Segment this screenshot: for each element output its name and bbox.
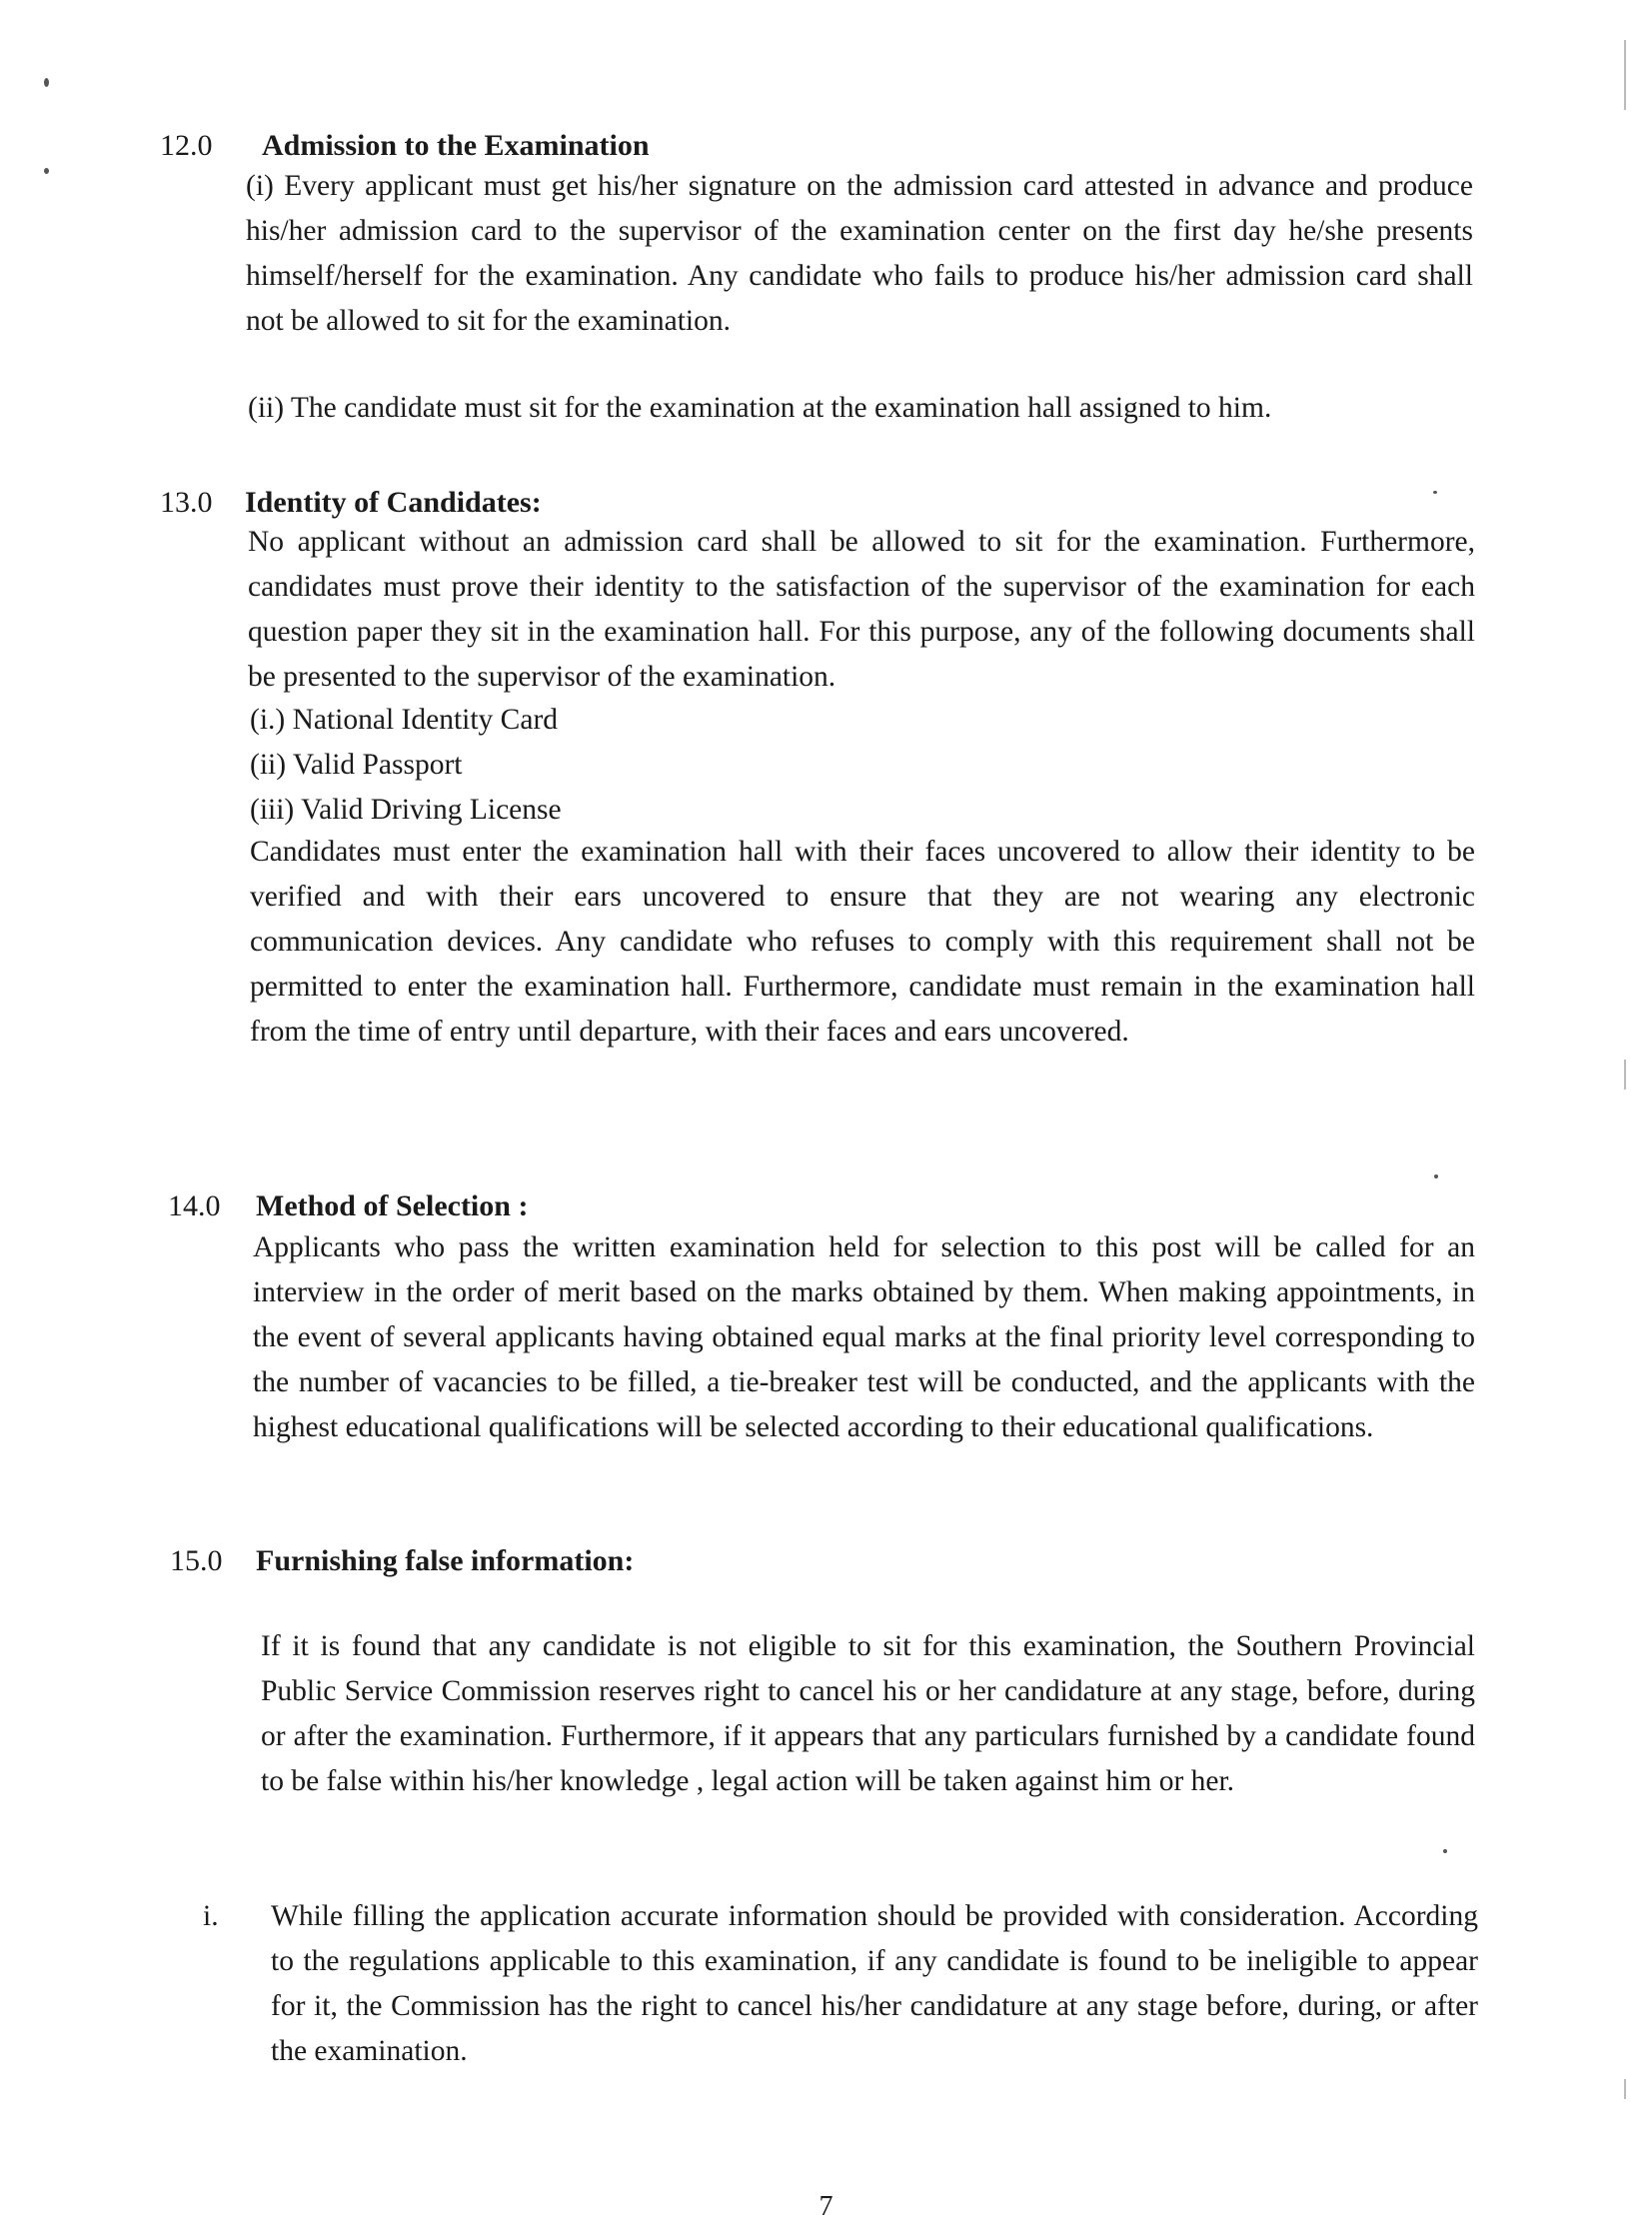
section-number: 14.0 xyxy=(168,1189,221,1222)
scan-speck xyxy=(1433,491,1437,494)
scan-speck xyxy=(44,78,49,87)
list-item: (iii) Valid Driving License xyxy=(250,794,562,826)
scan-speck xyxy=(1443,1849,1447,1853)
section-number: 13.0 xyxy=(160,486,213,519)
paragraph: Candidates must enter the examination hall with their faces uncovered to allow their identity to be verified and with their ears uncovered to ensure that they are not wearing any electronic communication devices. Any candidate who refuses to comply with this requirement shall not be permitted to enter the examination hall. Furthermore, candidate must remain in the examination hall from the time of entry until departure, with their faces and ears uncovered. xyxy=(250,836,1475,1048)
list-item: (ii) Valid Passport xyxy=(250,749,463,781)
list-item: (i.) National Identity Card xyxy=(250,704,559,736)
paragraph: Applicants who pass the written examination held for selection to this post will be called for an interview in the order of merit based on the marks obtained by them. When making appointments, in the event of several applicants having obtained equal marks at the final priority level corresponding to the number of vacancies to be filled, a tie-breaker test will be conducted, and the applicants with the highest educational qualifications will be selected according to their educational qualifications. xyxy=(253,1231,1475,1443)
scan-edge-mark xyxy=(1624,1060,1626,1090)
list-item: While filling the application accurate information should be provided with consideration. According to the regulations applicable to this examination, if any candidate is found to be ineligible to appear for it, the Commission has the right to cancel his/her candidature at any stage before, during, or after the examination. xyxy=(271,1900,1478,2067)
paragraph: If it is found that any candidate is not eligible to sit for this examination, the Southern Provincial Public Service Commission reserves right to cancel his or her candidature at any stage, before, during or after the examination. Furthermore, if it appears that any particulars furnished by a candidate found to be false within his/her knowledge , legal action will be taken against him or her. xyxy=(261,1630,1475,1797)
section-title: Method of Selection : xyxy=(256,1189,529,1222)
scan-speck xyxy=(1434,1174,1438,1178)
section-title: Identity of Candidates: xyxy=(245,486,542,519)
scan-edge-mark xyxy=(1624,40,1626,110)
list-marker: i. xyxy=(203,1900,219,1932)
section-number: 12.0 xyxy=(160,129,213,162)
paragraph: (i) Every applicant must get his/her signature on the admission card attested in advance and produce his/her admission card to the supervisor of the examination center on the first day he/she presents himself/herself for the examination. Any candidate who fails to produce his/her admission card shall not be allowed to sit for the examination. xyxy=(246,170,1473,337)
section-number: 15.0 xyxy=(170,1544,223,1577)
scan-speck xyxy=(44,168,49,174)
page-number: 7 xyxy=(819,2191,833,2222)
scan-edge-mark xyxy=(1624,2079,1626,2099)
paragraph: No applicant without an admission card shall be allowed to sit for the examination. Furthermore, candidates must prove their identity to the satisfaction of the supervisor of the examination for each question paper they sit in the examination hall. For this purpose, any of the following documents shall be presented to the supervisor of the examination. xyxy=(248,526,1475,693)
paragraph: (ii) The candidate must sit for the examination at the examination hall assigned to him. xyxy=(248,392,1272,424)
section-title: Furnishing false information: xyxy=(256,1544,635,1577)
section-title: Admission to the Examination xyxy=(262,129,650,162)
